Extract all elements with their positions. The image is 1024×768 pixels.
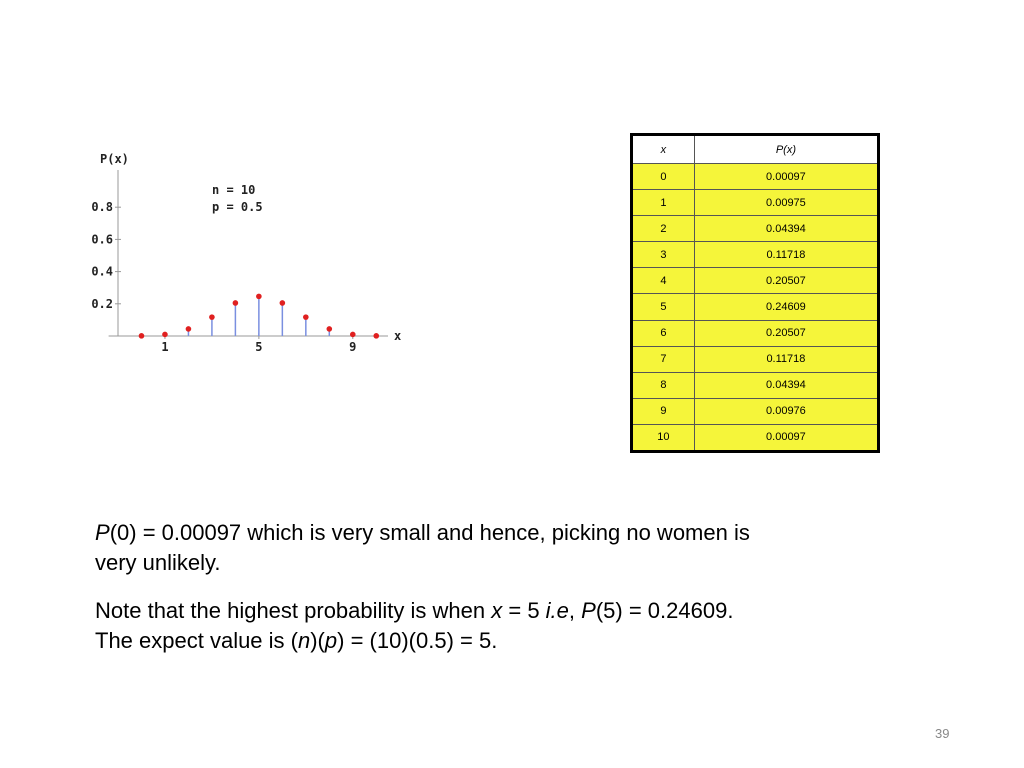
cell-px: 0.20507: [694, 320, 878, 346]
cell-x: 6: [632, 320, 695, 346]
cell-x: 0: [632, 164, 695, 190]
cell-x: 4: [632, 268, 695, 294]
table-row: [632, 346, 879, 372]
x-tick-label: 1: [161, 340, 169, 354]
params-annotation: p = 0.5: [212, 200, 263, 214]
table-row: [632, 242, 879, 268]
cell-px: 0.04394: [694, 216, 878, 242]
y-tick-label: 0.8: [91, 200, 113, 215]
data-point: [350, 332, 356, 338]
var-p: P: [95, 520, 110, 545]
text-segment: ,: [568, 598, 582, 623]
x-axis-label: x: [394, 329, 402, 343]
table-row: [632, 398, 879, 424]
data-point: [373, 333, 379, 339]
data-point: [233, 300, 239, 306]
cell-px: 0.00097: [694, 424, 878, 451]
text-segment: ) = (10)(0.5) = 5.: [337, 628, 498, 653]
data-point: [186, 326, 192, 332]
table-row: [632, 294, 879, 320]
y-tick-label: 0.6: [91, 232, 113, 247]
params-annotation: n = 10: [212, 183, 256, 197]
cell-x: 9: [632, 398, 695, 424]
data-point: [162, 332, 168, 338]
table-row: [632, 268, 879, 294]
paragraph-expected-value: [95, 596, 775, 656]
text-segment: (5) = 0.24609. The expect value is (: [95, 598, 734, 653]
cell-x: 5: [632, 294, 695, 320]
cell-px: 0.20507: [694, 268, 878, 294]
x-tick-label: 9: [349, 340, 357, 354]
cell-px: 0.00976: [694, 398, 878, 424]
cell-px: 0.00975: [694, 190, 878, 216]
cell-px: 0.11718: [694, 242, 878, 268]
text-segment: Note that the highest probability is when: [95, 598, 492, 623]
table-header-row: [632, 135, 879, 164]
probability-table: [630, 133, 880, 453]
text-ie: i.e: [545, 598, 569, 623]
header-px: P(x): [694, 135, 878, 164]
table-row: [632, 320, 879, 346]
data-point: [256, 294, 262, 300]
x-tick-label: 5: [255, 340, 263, 354]
cell-px: 0.24609: [694, 294, 878, 320]
cell-x: 8: [632, 372, 695, 398]
data-point: [209, 314, 215, 320]
data-point: [327, 326, 333, 332]
binomial-stem-plot: [80, 140, 400, 360]
cell-x: 10: [632, 424, 695, 451]
y-tick-label: 0.4: [91, 264, 113, 279]
y-axis-label: P(x): [100, 152, 129, 166]
data-point: [303, 314, 309, 320]
slide-number: 39: [935, 726, 950, 741]
var-n: n: [297, 628, 311, 653]
table-row: [632, 372, 879, 398]
var-p: P: [581, 598, 596, 623]
text-segment: = 5: [502, 598, 546, 623]
cell-px: 0.04394: [694, 372, 878, 398]
var-x: x: [491, 598, 503, 623]
p0-text: (0) = 0.00097 which is very small and hence, picking no women is very unlikely.: [95, 520, 750, 575]
cell-x: 3: [632, 242, 695, 268]
table-row: [632, 164, 879, 190]
header-x: x: [632, 135, 695, 164]
text-segment: )(: [310, 628, 325, 653]
y-tick-label: 0.2: [91, 296, 113, 311]
table-row: [632, 216, 879, 242]
data-point: [139, 333, 145, 339]
var-p: p: [324, 628, 338, 653]
cell-x: 2: [632, 216, 695, 242]
cell-px: 0.11718: [694, 346, 878, 372]
table-row: [632, 424, 879, 451]
data-point: [280, 300, 286, 306]
paragraph-p0: [95, 518, 775, 578]
table-row: [632, 190, 879, 216]
cell-x: 7: [632, 346, 695, 372]
cell-px: 0.00097: [694, 164, 878, 190]
cell-x: 1: [632, 190, 695, 216]
